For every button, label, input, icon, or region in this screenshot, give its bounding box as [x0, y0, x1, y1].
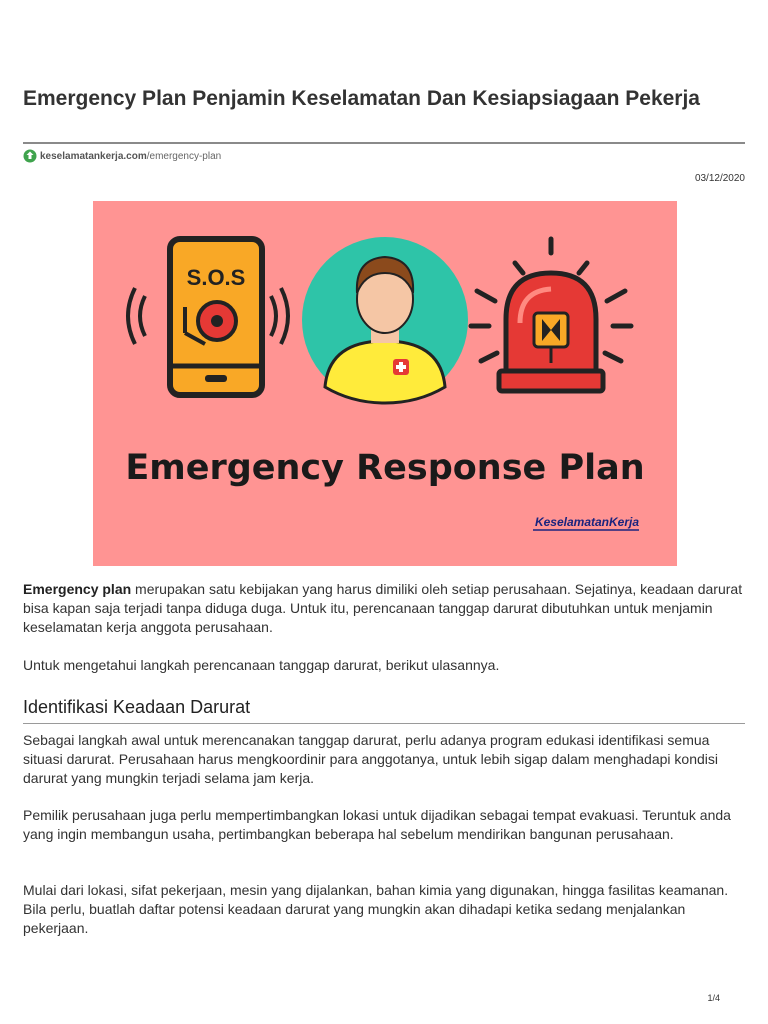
page-title: Emergency Plan Penjamin Keselamatan Dan Kesiapsiagaan Pekerja — [23, 87, 700, 110]
hero-image — [93, 201, 677, 566]
publish-date: 03/12/2020 — [694, 173, 745, 184]
worker-avatar-icon — [302, 237, 468, 403]
section-paragraph-2: Pemilik perusahaan juga perlu mempertimbangkan lokasi untuk dijadikan sebagai tempat evakuasi. Teruntuk anda yang ingin membangun usaha, pertimbangkan beberapa hal sebelum mendirikan bangunan perusahaan. — [23, 807, 731, 842]
source-link[interactable] — [23, 148, 221, 164]
page-number: 1/4 — [707, 993, 720, 1003]
hero-illustration — [93, 201, 677, 566]
title-divider — [23, 142, 745, 144]
intro-lead-text: merupakan satu kebijakan yang harus dimiliki oleh setiap perusahaan. Sejatinya, keadaan darurat bisa kapan saja terjadi tanpa diduga duga. Untuk itu, perencanaan tanggap darurat dibutuhkan untuk menjamin keselamatan kerja anggota perusahaan. — [23, 581, 743, 635]
sos-label: S.O.S — [186, 265, 246, 290]
hero-watermark: KeselamatanKerja — [534, 515, 640, 529]
intro-paragraph — [23, 580, 745, 637]
section-paragraph-3: Mulai dari lokasi, sifat pekerjaan, mesin yang dijalankan, bahan kimia yang digunakan, hingga fasilitas keamanan. Bila perlu, buatlah daftar potensi keadaan darurat yang mungkin akan dihadapi ketika sedang menjalankan pekerjaan. — [23, 882, 729, 936]
section-divider — [23, 723, 745, 724]
intro-paragraph-2: Untuk mengetahui langkah perencanaan tanggap darurat, berikut ulasannya. — [23, 657, 500, 673]
hero-caption: Emergency Response Plan — [125, 448, 645, 488]
site-logo-icon — [23, 149, 37, 163]
section-heading: Identifikasi Keadaan Darurat — [23, 697, 251, 717]
source-domain[interactable]: keselamatankerja.com — [40, 150, 147, 162]
intro-lead-bold: Emergency plan — [23, 581, 132, 597]
source-path[interactable]: /emergency-plan — [146, 150, 222, 162]
section-paragraph-1: Sebagai langkah awal untuk merencanakan tanggap darurat, perlu adanya program edukasi identifikasi semua situasi darurat. Perusahaan harus mengkoordinir para anggotanya, untuk lebih sigap dalam menghadapi kondisi darurat yang mungkin terjadi selama jam kerja. — [23, 732, 718, 786]
